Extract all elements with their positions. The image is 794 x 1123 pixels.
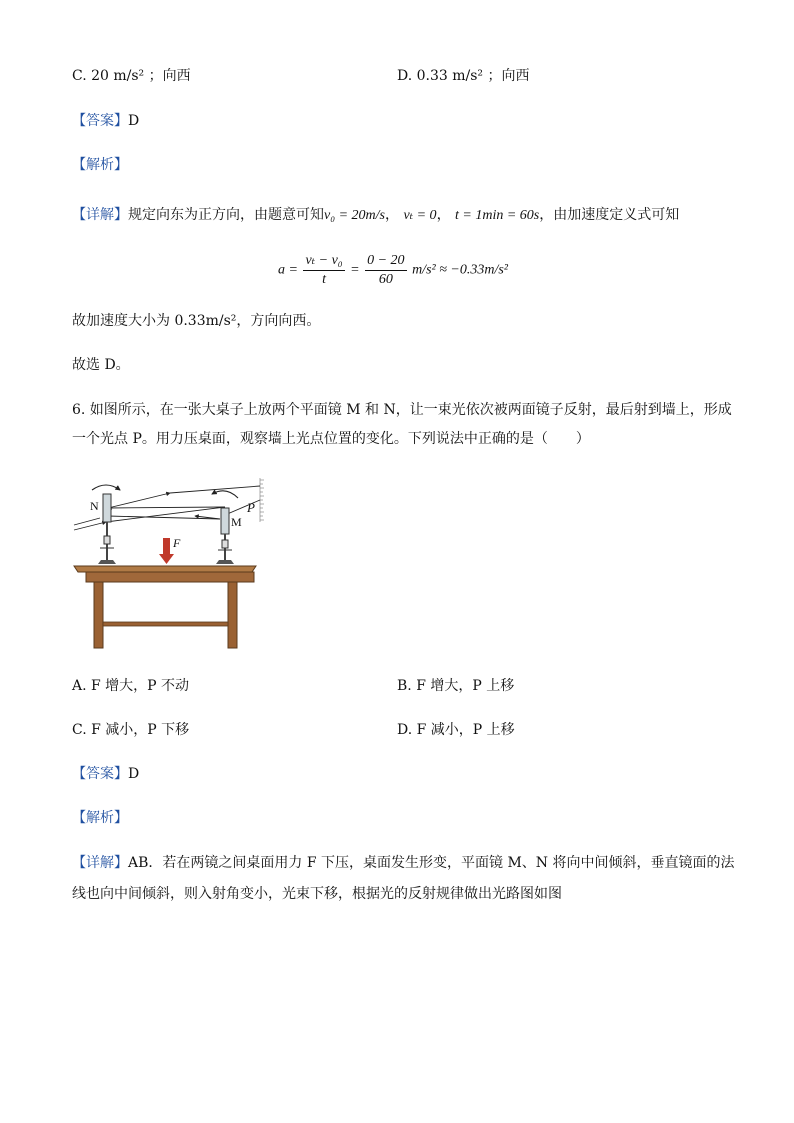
force-arrow (159, 538, 174, 564)
answer-value: D (128, 766, 140, 782)
detail-text-b: ，由加速度定义式可知 (539, 207, 680, 223)
q6-stem-line-1: 6. 如图所示，在一张大桌子上放两个平面镜 M 和 N，让一束光依次被两面镜子反射，最后射到墙上，形成 (72, 402, 732, 418)
detail-tag: 【详解】 (72, 855, 128, 871)
table (74, 566, 256, 648)
wall-scale (260, 478, 264, 522)
detail-text-a: 规定向东为正方向，由题意可知 (128, 207, 324, 223)
formula-eq: = (350, 262, 360, 278)
q6-analysis-tag: 【解析】 (72, 810, 128, 826)
fraction-1 (303, 252, 344, 289)
fraction-2 (365, 252, 406, 289)
label-p: P (247, 500, 255, 515)
answer-tag: 【答案】 (72, 113, 128, 129)
fraction-2-numerator: 0 − 20 (365, 252, 406, 271)
q5-detail: 【详解】规定向东为正方向，由题意可知v₀ = 20m/s， vₜ = 0， t = 1min = 60s，由加速度定义式可知 (72, 207, 680, 223)
mirror-n (98, 494, 116, 564)
q5-choice: 故选 D。 (72, 357, 130, 373)
detail-text-1: AB．若在两镜之间桌面用力 F 下压，桌面发生形变，平面镜 M、N 将向中间倾斜，垂直镜面的法 (128, 855, 735, 871)
t-value: t = 1min = 60s (455, 208, 540, 223)
label-n: N (90, 499, 99, 513)
q6-option-d: D. F 减小，P 上移 (397, 722, 515, 738)
mirror-table-figure (70, 470, 280, 655)
q6-option-a: A. F 增大，P 不动 (72, 678, 190, 694)
q5-analysis-tag: 【解析】 (72, 157, 128, 173)
q6-stem-line-2: 一个光点 P。用力压桌面，观察墙上光点位置的变化。下列说法中正确的是（ ） (72, 431, 590, 447)
q6-detail-line-1 (72, 853, 735, 873)
label-m: M (231, 515, 242, 529)
v0-value: v₀ = 20m/s (324, 208, 385, 223)
q6-option-c: C. F 减小，P 下移 (72, 722, 190, 738)
q5-option-c: C. 20 m/s² ；向西 (72, 68, 191, 84)
formula-lhs: a = (278, 262, 298, 278)
answer-value: D (128, 113, 140, 129)
fraction-2-denominator: 60 (378, 272, 393, 287)
fraction-1-numerator: vₜ − v₀ (303, 252, 344, 271)
q5-option-d: D. 0.33 m/s² ；向西 (397, 68, 530, 84)
q6-detail-line-2: 线也向中间倾斜，则入射角变小，光束下移，根据光的反射规律做出光路图如图 (72, 886, 562, 902)
vt-value: vₜ = 0 (403, 208, 437, 223)
label-f: F (173, 536, 181, 550)
q6-option-b: B. F 增大，P 上移 (397, 678, 515, 694)
fraction-1-denominator: t (322, 272, 326, 287)
answer-tag: 【答案】 (72, 766, 128, 782)
acceleration-formula (278, 252, 508, 289)
q5-answer (72, 111, 139, 131)
q5-conclusion: 故加速度大小为 0.33m/s²，方向向西。 (72, 313, 321, 329)
detail-tag: 【详解】 (72, 207, 128, 223)
formula-tail: m/s² ≈ −0.33m/s² (412, 262, 508, 278)
q6-answer (72, 764, 139, 784)
